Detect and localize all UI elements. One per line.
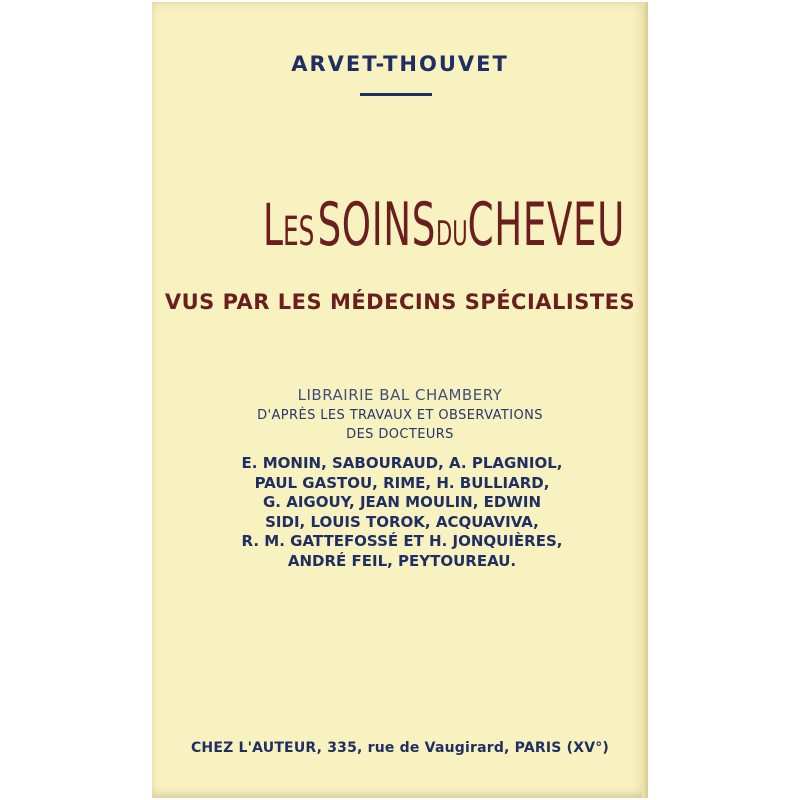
bookseller-stamp: LIBRAIRIE BAL CHAMBERY (297, 386, 503, 404)
doctor-names-line: R. M. GATTEFOSSÉ ET H. JONQUIÈRES, (241, 532, 563, 551)
doctor-names-line: ANDRÉ FEIL, PEYTOUREAU. (287, 551, 517, 570)
author-name: ARVET-THOUVET (291, 52, 509, 76)
book-cover (152, 2, 648, 798)
title-les-initial: L (262, 191, 283, 259)
doctor-names-line: G. AIGOUY, JEAN MOULIN, EDWIN (262, 493, 542, 512)
doctor-names-line: PAUL GASTOU, RIME, H. BULLIARD, (254, 473, 550, 492)
doctor-names (222, 454, 582, 572)
intro-line-1: D'APRÈS LES TRAVAUX ET OBSERVATIONS (257, 408, 543, 423)
doctor-names-line: E. MONIN, SABOURAUD, A. PLAGNIOL, (241, 454, 563, 472)
doctor-names-line: SIDI, LOUIS TOROK, ACQUAVIVA, (265, 512, 539, 531)
intro-line-2: DES DOCTEURS (346, 427, 454, 442)
publisher-address: CHEZ L'AUTEUR, 335, rue de Vaugirard, PARIS (XV°) (190, 740, 610, 756)
title-cheveu: CHEVEU (467, 190, 626, 260)
title-du: DU (435, 214, 468, 254)
book-title (152, 190, 648, 260)
title-soins: SOINS (317, 190, 436, 260)
author-underline (360, 93, 432, 96)
book-subtitle: VUS PAR LES MÉDECINS SPÉCIALISTES (164, 290, 636, 314)
title-les-rest: ES (282, 209, 315, 255)
